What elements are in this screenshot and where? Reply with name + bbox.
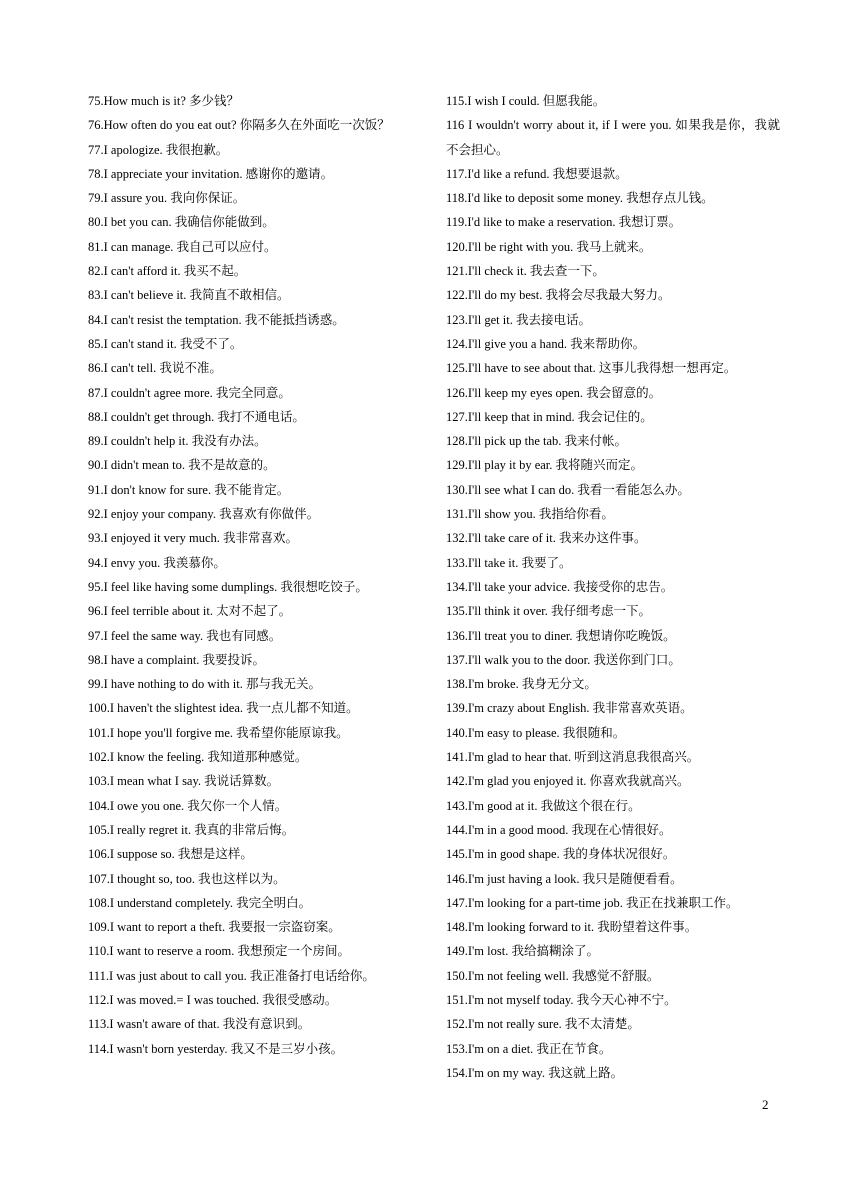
phrase-entry: 120.I'll be right with you. 我马上就来。 <box>446 239 652 254</box>
phrase-entry: 128.I'll pick up the tab. 我来付帐。 <box>446 434 628 449</box>
phrase-entry: 85.I can't stand it. 我受不了。 <box>88 336 243 351</box>
phrase-entry: 87.I couldn't agree more. 我完全同意。 <box>88 385 291 400</box>
phrase-entry: 96.I feel terrible about it. 太对不起了。 <box>88 604 292 619</box>
phrase-entry: 103.I mean what I say. 我说话算数。 <box>88 774 280 789</box>
phrase-entry: 147.I'm looking for a part-time job. 我正在找兼职工作。 <box>446 895 739 910</box>
phrase-entry: 118.I'd like to deposit some money. 我想存点儿钱。 <box>446 191 714 206</box>
phrase-entry: 81.I can manage. 我自己可以应付。 <box>88 239 277 254</box>
phrase-entry: 129.I'll play it by ear. 我将随兴而定。 <box>446 458 644 473</box>
phrase-entry: 130.I'll see what I can do. 我看一看能怎么办。 <box>446 482 690 497</box>
phrase-entry: 139.I'm crazy about English. 我非常喜欢英语。 <box>446 701 693 716</box>
phrase-entry: 99.I have nothing to do with it. 那与我无关。 <box>88 677 321 692</box>
page-number: 2 <box>762 1097 769 1112</box>
phrase-entry: 92.I enjoy your company. 我喜欢有你做伴。 <box>88 507 320 522</box>
phrase-entry: 76.How often do you eat out? 你隔多久在外面吃一次饭？ <box>88 118 390 133</box>
phrase-entry: 106.I suppose so. 我想是这样。 <box>88 847 253 862</box>
phrase-entry: 112.I was moved.= I was touched. 我很受感动。 <box>88 992 338 1007</box>
phrase-entry: 101.I hope you'll forgive me. 我希望你能原谅我。 <box>88 725 349 740</box>
phrase-entry: 75.How much is it? 多少钱？ <box>88 94 240 108</box>
phrase-entry: 145.I'm in good shape. 我的身体状况很好。 <box>446 847 676 862</box>
phrase-entry: 104.I owe you one. 我欠你一个人情。 <box>88 798 288 813</box>
phrase-entry: 86.I can't tell. 我说不准。 <box>88 361 222 376</box>
phrase-entry: 89.I couldn't help it. 我没有办法。 <box>88 434 267 449</box>
right-phrase-column <box>446 89 780 1085</box>
phrase-entry: 134.I'll take your advice. 我接受你的忠告。 <box>446 579 674 594</box>
phrase-entry: 148.I'm looking forward to it. 我盼望着这件事。 <box>446 920 698 935</box>
phrase-entry: 150.I'm not feeling well. 我感觉不舒服。 <box>446 968 660 983</box>
phrase-entry: 132.I'll take care of it. 我来办这件事。 <box>446 531 647 546</box>
phrase-entry: 152.I'm not really sure. 我不太清楚。 <box>446 1017 640 1032</box>
phrase-entry: 116 I wouldn't worry about it, if I were you. 如果我是你，我就不会担心。 <box>446 118 780 157</box>
phrase-entry: 78.I appreciate your invitation. 感谢你的邀请。 <box>88 166 334 181</box>
phrase-entry: 149.I'm lost. 我给搞糊涂了。 <box>446 944 599 959</box>
phrase-entry: 125.I'll have to see about that. 这事儿我得想一想再定。 <box>446 361 737 376</box>
phrase-entry: 80.I bet you can. 我确信你能做到。 <box>88 215 275 230</box>
phrase-entry: 133.I'll take it. 我要了。 <box>446 555 572 570</box>
phrase-entry: 79.I assure you. 我向你保证。 <box>88 191 246 206</box>
phrase-entry: 154.I'm on my way. 我这就上路。 <box>446 1065 624 1080</box>
phrase-entry: 107.I thought so, too. 我也这样以为。 <box>88 871 286 886</box>
phrase-entry: 115.I wish I could. 但愿我能。 <box>446 94 606 108</box>
phrase-entry: 126.I'll keep my eyes open. 我会留意的。 <box>446 385 662 400</box>
phrase-entry: 98.I have a complaint. 我要投诉。 <box>88 652 266 667</box>
phrase-entry: 82.I can't afford it. 我买不起。 <box>88 264 247 279</box>
phrase-entry: 151.I'm not myself today. 我今天心神不宁。 <box>446 992 677 1007</box>
phrase-entry: 110.I want to reserve a room. 我想预定一个房间。 <box>88 944 350 959</box>
phrase-entry: 105.I really regret it. 我真的非常后悔。 <box>88 822 295 837</box>
phrase-entry: 143.I'm good at it. 我做这个很在行。 <box>446 798 641 813</box>
phrase-entry: 123.I'll get it. 我去接电话。 <box>446 312 591 327</box>
phrase-entry: 146.I'm just having a look. 我只是随便看看。 <box>446 871 683 886</box>
phrase-entry: 91.I don't know for sure. 我不能肯定。 <box>88 482 290 497</box>
phrase-entry: 122.I'll do my best. 我将会尽我最大努力。 <box>446 288 671 303</box>
phrase-entry: 119.I'd like to make a reservation. 我想订票。 <box>446 215 682 230</box>
phrase-entry: 137.I'll walk you to the door. 我送你到门口。 <box>446 652 681 667</box>
phrase-entry: 95.I feel like having some dumplings. 我很想吃饺子。 <box>88 579 368 594</box>
phrase-entry: 77.I apologize. 我很抱歉。 <box>88 142 229 157</box>
phrase-entry: 111.I was just about to call you. 我正准备打电话给你。 <box>88 968 375 983</box>
phrase-entry: 100.I haven't the slightest idea. 我一点儿都不知道。 <box>88 701 359 716</box>
phrase-entry: 102.I know the feeling. 我知道那种感觉。 <box>88 750 308 765</box>
phrase-entry: 127.I'll keep that in mind. 我会记住的。 <box>446 409 653 424</box>
phrase-entry: 109.I want to report a theft. 我要报一宗盗窃案。 <box>88 920 341 935</box>
phrase-entry: 84.I can't resist the temptation. 我不能抵挡诱惑。 <box>88 312 345 327</box>
phrase-entry: 113.I wasn't aware of that. 我没有意识到。 <box>88 1017 311 1032</box>
phrase-entry: 83.I can't believe it. 我简直不敢相信。 <box>88 288 290 303</box>
phrase-entry: 90.I didn't mean to. 我不是故意的。 <box>88 458 276 473</box>
phrase-entry: 114.I wasn't born yesterday. 我又不是三岁小孩。 <box>88 1041 344 1056</box>
phrase-entry: 94.I envy you. 我羡慕你。 <box>88 555 226 570</box>
phrase-entry: 142.I'm glad you enjoyed it. 你喜欢我就高兴。 <box>446 774 690 789</box>
phrase-entry: 144.I'm in a good mood. 我现在心情很好。 <box>446 822 672 837</box>
phrase-entry: 131.I'll show you. 我指给你看。 <box>446 507 614 522</box>
phrase-entry: 138.I'm broke. 我身无分文。 <box>446 677 597 692</box>
phrase-entry: 140.I'm easy to please. 我很随和。 <box>446 725 626 740</box>
phrase-entry: 93.I enjoyed it very much. 我非常喜欢。 <box>88 531 299 546</box>
phrase-entry: 136.I'll treat you to diner. 我想请你吃晚饭。 <box>446 628 676 643</box>
phrase-entry: 121.I'll check it. 我去查一下。 <box>446 264 605 279</box>
phrase-entry: 97.I feel the same way. 我也有同感。 <box>88 628 282 643</box>
phrase-entry: 117.I'd like a refund. 我想要退款。 <box>446 166 628 181</box>
left-phrase-column <box>88 89 422 1061</box>
phrase-entry: 141.I'm glad to hear that. 听到这消息我很高兴。 <box>446 750 700 765</box>
phrase-entry: 88.I couldn't get through. 我打不通电话。 <box>88 409 305 424</box>
phrase-entry: 108.I understand completely. 我完全明白。 <box>88 895 312 910</box>
phrase-entry: 135.I'll think it over. 我仔细考虑一下。 <box>446 604 652 619</box>
phrase-entry: 153.I'm on a diet. 我正在节食。 <box>446 1041 612 1056</box>
phrase-entry: 124.I'll give you a hand. 我来帮助你。 <box>446 336 646 351</box>
